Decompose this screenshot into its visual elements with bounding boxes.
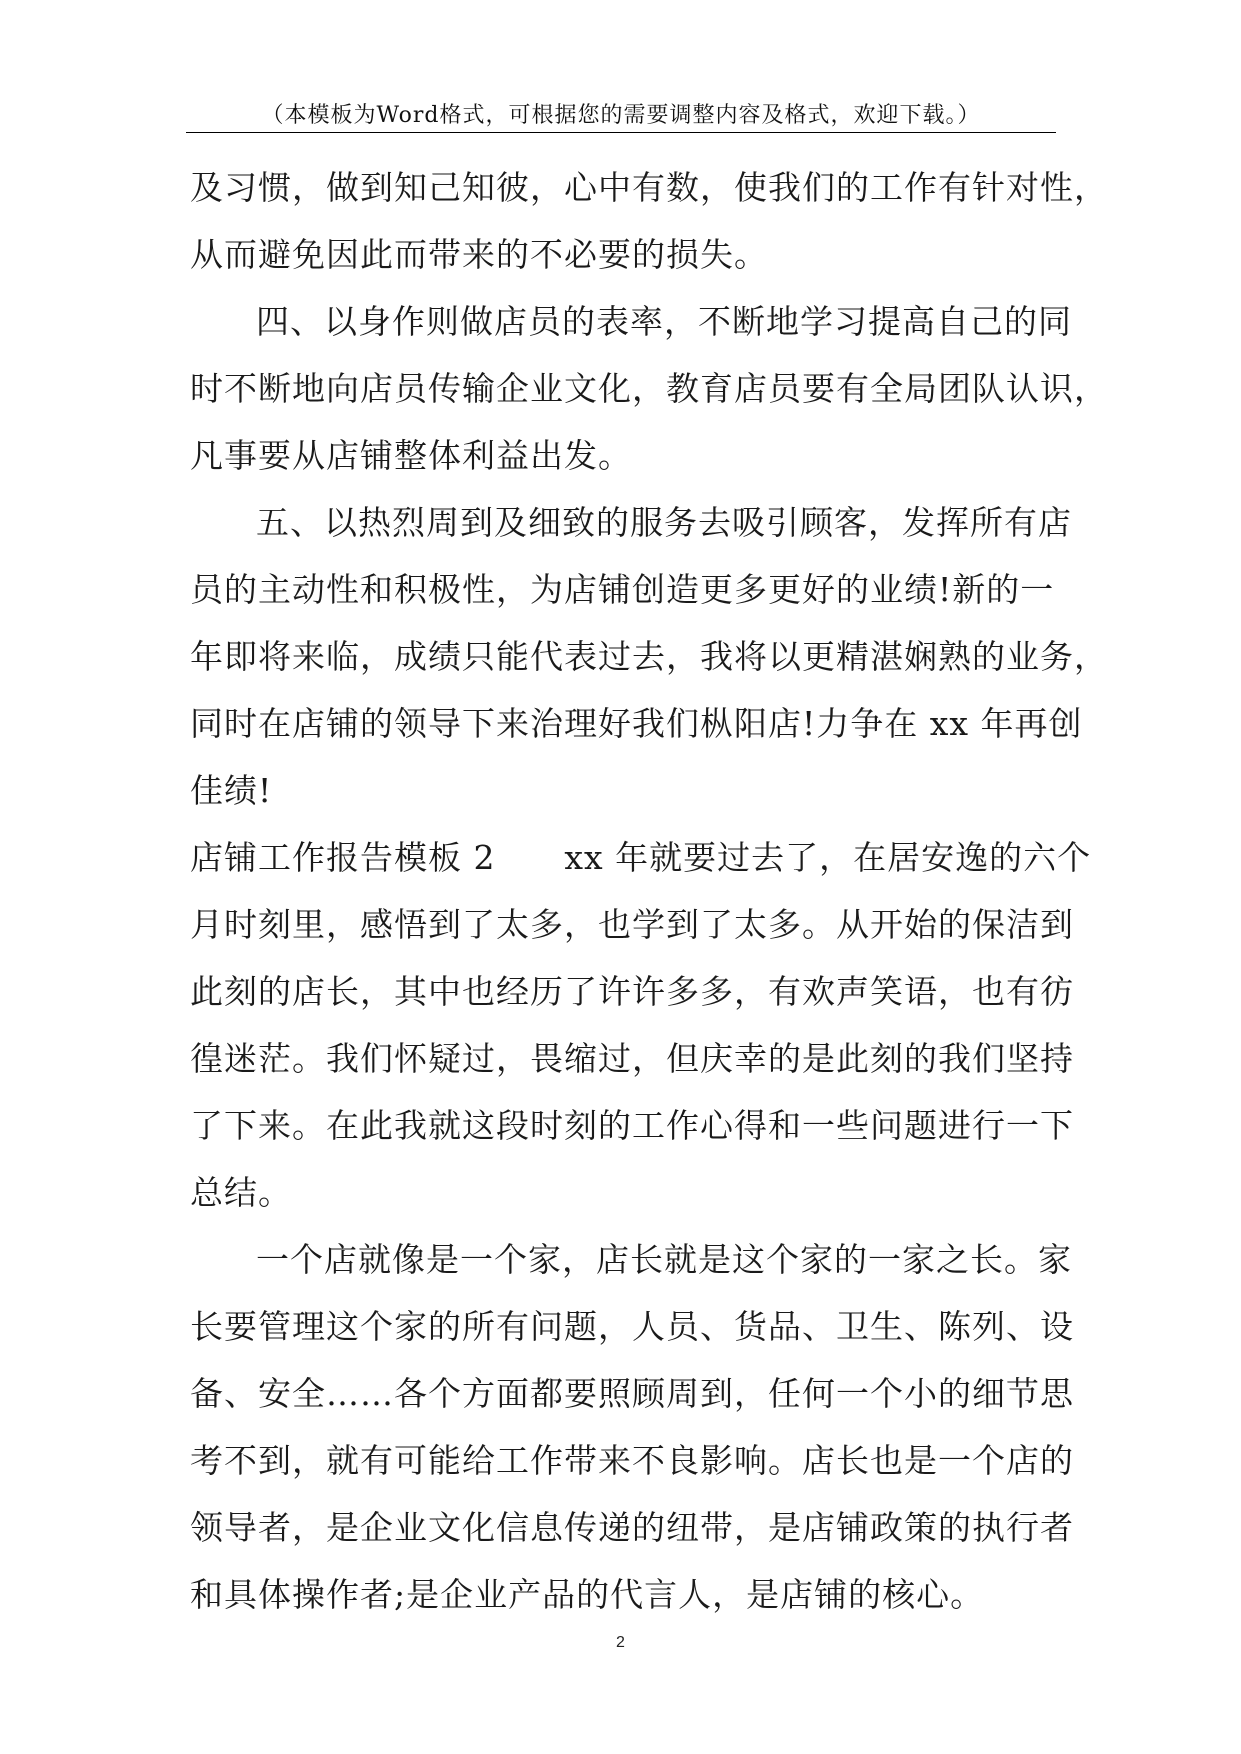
body-line: 同时在店铺的领导下来治理好我们枞阳店!力争在 xx 年再创 [190, 704, 1083, 743]
body-line: 月时刻里，感悟到了太多，也学到了太多。从开始的保洁到 [190, 905, 1074, 944]
body-line: 了下来。在此我就这段时刻的工作心得和一些问题进行一下 [190, 1106, 1074, 1145]
body-line: 长要管理这个家的所有问题，人员、货品、卫生、陈列、设 [190, 1307, 1074, 1346]
body-line: 凡事要从店铺整体利益出发。 [190, 436, 632, 475]
paragraph-start-line: 五、以热烈周到及细致的服务去吸引顾客，发挥所有店 [256, 503, 1072, 542]
paragraph-start-line: 一个店就像是一个家，店长就是这个家的一家之长。家 [256, 1240, 1072, 1279]
body-line: 年即将来临，成绩只能代表过去，我将以更精湛娴熟的业务， [190, 637, 1108, 676]
body-line: 考不到，就有可能给工作带来不良影响。店长也是一个店的 [190, 1441, 1074, 1480]
body-line: 领导者，是企业文化信息传递的纽带，是店铺政策的执行者 [190, 1508, 1074, 1547]
body-line: 从而避免因此而带来的不必要的损失。 [190, 235, 768, 274]
document-body [190, 154, 1108, 1628]
body-line: 此刻的店长，其中也经历了许许多多，有欢声笑语，也有彷 [190, 972, 1074, 1011]
page-header: （本模板为Word格式，可根据您的需要调整内容及格式，欢迎下载。） [261, 103, 981, 128]
body-line: 佳绩! [190, 771, 273, 810]
body-line: 时不断地向店员传输企业文化，教育店员要有全局团队认识， [190, 369, 1108, 408]
body-line: 徨迷茫。我们怀疑过，畏缩过，但庆幸的是此刻的我们坚持 [190, 1039, 1074, 1078]
body-line: 总结。 [190, 1173, 292, 1212]
page-number: 2 [616, 1634, 625, 1651]
paragraph-start-line: 四、以身作则做店员的表率，不断地学习提高自己的同 [256, 302, 1072, 341]
body-line: 备、安全……各个方面都要照顾周到，任何一个小的细节思 [190, 1374, 1074, 1413]
section-heading-line: 店铺工作报告模板 2 xx 年就要过去了，在居安逸的六个 [190, 838, 1092, 877]
header-divider [186, 132, 1056, 133]
body-line: 及习惯，做到知己知彼，心中有数，使我们的工作有针对性， [190, 168, 1108, 207]
body-line: 员的主动性和积极性，为店铺创造更多更好的业绩!新的一 [190, 570, 1055, 609]
body-line: 和具体操作者;是企业产品的代言人，是店铺的核心。 [190, 1575, 985, 1614]
